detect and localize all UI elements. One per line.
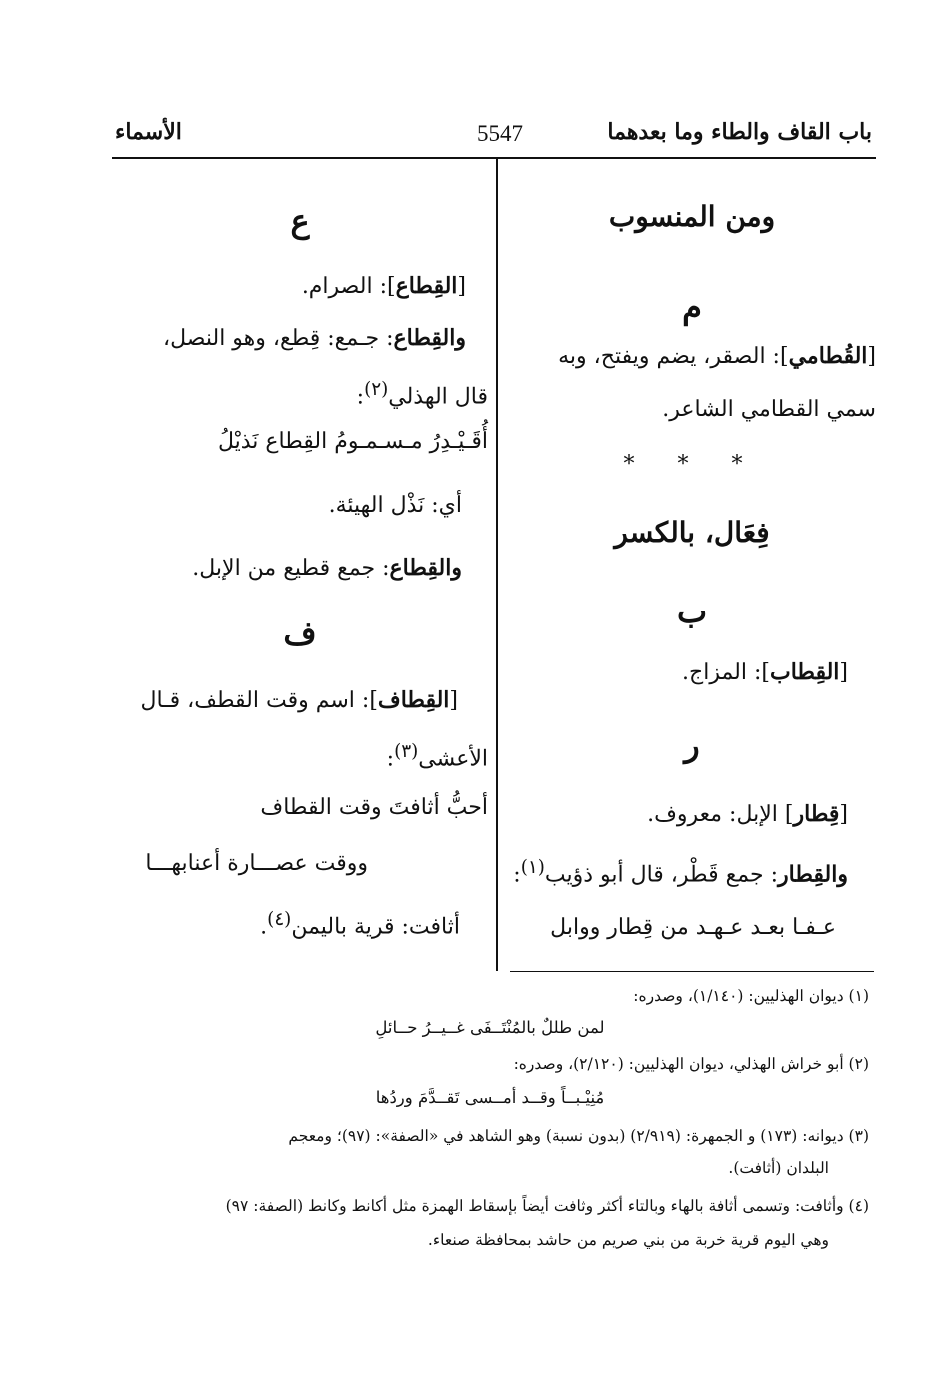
footnote-ref: (١) <box>520 857 545 878</box>
running-header-chapter: باب القاف والطاء وما بعدهما <box>607 119 872 145</box>
gloss-line: أي: نَذْل الهيئة. <box>328 493 462 518</box>
headword: القِطاف <box>377 687 450 713</box>
headword: القُطامي <box>788 343 868 369</box>
poet-attribution-hudhali: قال الهذلي$^{(٢)}$: <box>356 379 488 410</box>
header-rule <box>112 157 876 159</box>
letter-heading-r: ر <box>684 726 700 764</box>
headword: القِطاب <box>770 659 840 685</box>
entry-qita-3 <box>192 554 462 584</box>
letter-heading-ayn: ع <box>290 202 310 240</box>
definition: : جـمع: قِطع، وهو النصل، <box>163 326 394 351</box>
letter-heading-b: ب <box>676 592 708 630</box>
separator-stars: * * * <box>623 452 761 477</box>
entry-qutami-cont: سمي القطامي الشاعر. <box>662 397 876 422</box>
footnote-2-verse: مُنِيْـبــاً وقــد أمــسى تَقــدَّمَ وردُها <box>375 1088 605 1107</box>
entry-athafat: أثافت: قرية باليمن$^{(٤)}$. <box>260 909 460 940</box>
definition: الإبل: معروف. <box>647 802 785 827</box>
definition: : جمع قَطْر، قال أبو ذؤيب <box>544 862 779 888</box>
headword: والقِطاع <box>393 325 466 351</box>
definition: : الصرام. <box>301 274 387 299</box>
definition: : المزاج. <box>682 660 762 685</box>
headword: والقِطاع <box>389 555 462 581</box>
footnote-4-cont: وهي اليوم قرية خربة من بني صريم من حاشد بمحافظة صنعاء. <box>427 1231 829 1249</box>
running-header-section: الأسماء <box>115 119 182 145</box>
pattern-heading: فِعَال، بالكسر <box>614 516 770 549</box>
footnote-2: (٢) أبو خراش الهذلي، ديوان الهذليين: (٢/١٢٠)، وصدره: <box>513 1055 869 1073</box>
verse-first-hemistich: أحبُّ أثافتَ وقت القطاف <box>260 795 488 820</box>
headword: قِطار <box>793 801 840 827</box>
footnote-3: (٣) ديوانه: (١٧٣) و الجمهرة: (٢/٩١٩) (بدون نسبة) وهو الشاهد في «الصفة»: (٩٧)؛ ومعجم <box>288 1127 869 1145</box>
headword: القِطاع <box>395 273 458 299</box>
entry-qitaf: [القِطاف]: اسم وقت القطف، قـال <box>140 687 458 713</box>
entry-qitab: [القِطاب]: المزاج. <box>682 659 848 685</box>
headword: والقِطار <box>778 861 848 888</box>
letter-heading-m: م <box>682 288 702 326</box>
verse-second-hemistich: ووقت عصـــارة أعنابهـــا <box>145 851 368 876</box>
entry-qitar: [قِطار] الإبل: معروف. <box>647 801 848 827</box>
section-heading: ومن المنسوب <box>608 200 776 233</box>
verse-line: عـفـا بعـد عـهـد من قِطار ووابل <box>550 915 836 940</box>
footnote-ref: (٣) <box>394 741 419 762</box>
footnote-4: (٤) وأثافت: وتسمى أثافة بالهاء وبالتاء أكثر وثافت أيضاً بإسقاط الهمزة مثل أكانط وكانط (الصفة: ٩٧) <box>225 1197 869 1215</box>
definition: : اسم وقت القطف، قـال <box>140 688 370 713</box>
entry-qita-1: [القِطاع]: الصرام. <box>301 273 466 299</box>
footnote-1: (١) ديوان الهذليين: (١/١٤٠)، وصدره: <box>633 987 869 1005</box>
entry-qita-2 <box>163 324 466 354</box>
letter-heading-f: ف <box>283 614 317 652</box>
footnote-ref: (٤) <box>267 909 292 930</box>
column-divider <box>496 159 498 971</box>
entry-qitar-plural: والقِطار: جمع قَطْر، قال أبو ذؤيب$^{(١)}$: <box>513 857 848 888</box>
footnote-1-verse: لمن طللٌ بالمُنْتَــفَى غــيــرُ حــائلِ <box>375 1018 605 1037</box>
page-number: 5547 <box>477 121 523 146</box>
entry-qutami: [القُطامي]: الصقر، يضم ويفتح، وبه <box>558 343 876 369</box>
verse-line: أُقَـيْـدِرُ مـسـمـومُ القِطاع نَذيْلُ <box>217 429 488 454</box>
footnote-ref: (٢) <box>364 379 389 400</box>
footnote-rule <box>510 971 874 972</box>
definition: : الصقر، يضم ويفتح، وبه <box>558 344 780 369</box>
definition: : جمع قطيع من الإبل. <box>192 556 390 581</box>
footnote-3-cont: البلدان (أثافت). <box>728 1159 829 1177</box>
poet-attribution-asha: الأعشى$^{(٣)}$: <box>386 741 488 772</box>
